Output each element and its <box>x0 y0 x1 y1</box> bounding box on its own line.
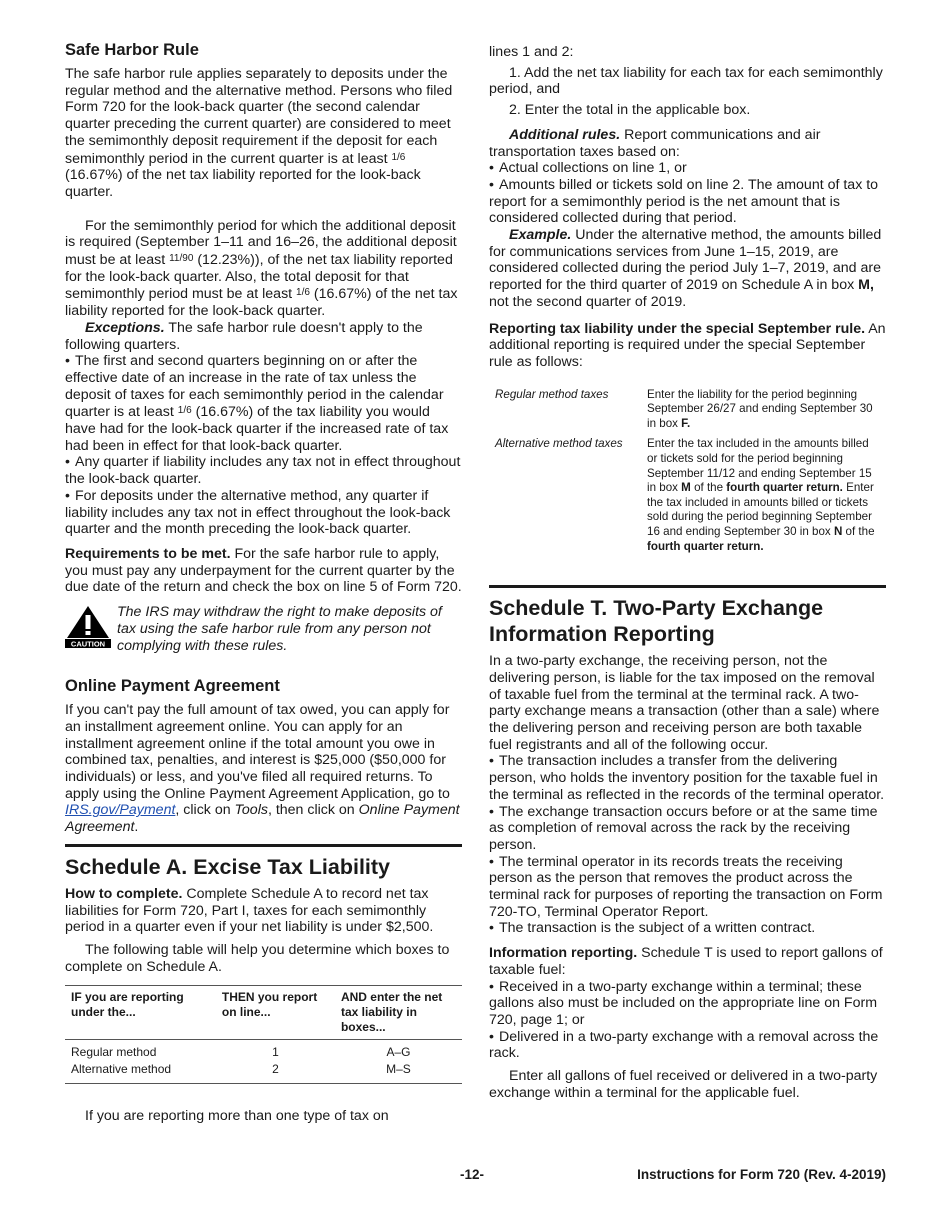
schedule-t-bullet-2: • The exchange transaction occurs before or at the same time as completion of removal across the rack by the receiving person. <box>489 804 886 854</box>
schedule-a-table <box>65 985 462 1084</box>
left-column <box>65 40 462 1125</box>
table-cell: Enter the tax included in the amounts billed or tickets sold for the period beginning September 11/12 and ending September 15 in box M of the fourth quarter return. Enter the tax included in amounts billed or tickets sold during the period beginning September 16 and ending September 30 in box N of the fourth quarter return. <box>647 437 875 553</box>
more-than-one-paragraph: If you are reporting more than one type of tax on <box>85 1108 389 1125</box>
caution-block <box>65 604 462 654</box>
online-payment-paragraph: If you can't pay the full amount of tax owed, you can apply for an installment agreement online. You can apply for an installment agreement online if the total amount you owe in combined tax, penalties, and interest is $25,000 ($50,000 for individuals) or less, and you've filed all required returns. To apply using the Online Payment Agreement Application, go to IRS.gov/Payment, click on Tools, then click on Online Payment Agreement. <box>65 702 460 836</box>
schedule-t-bullet-4: • The transaction is the subject of a written contract. <box>489 920 886 937</box>
caution-text: The IRS may withdraw the right to make deposits of tax using the safe harbor rule from any person not complying with these rules. <box>117 604 442 654</box>
example-paragraph: Example. Under the alternative method, the amounts billed for communications services from June 1–15, 2019, are considered collected during the period July 1–7, 2019, and are reported for the third quarter of 2019 on Schedule A in box M, not the second quarter of 2019. <box>489 227 882 310</box>
safe-harbor-paragraph-1: The safe harbor rule applies separately to deposits under the regular method and the alternative method. Persons who filed Form 720 for the look-back quarter (the second calendar quarter preceding the current quarter) are considered to meet the semimonthly deposit requirement if the deposit for each semimonthly period in the current quarter is at least $^{1/6}$ (16.67%) of the net tax liability reported for the look-back quarter. <box>65 66 453 200</box>
table-row <box>65 1040 462 1062</box>
table-intro-paragraph: The following table will help you determine which boxes to complete on Schedule A. <box>65 941 450 975</box>
continued-text: lines 1 and 2: <box>489 44 574 60</box>
september-rule-paragraph: Reporting tax liability under the special September rule. An additional reporting is required under the special September rule as follows: <box>489 320 886 370</box>
form-title: Instructions for Form 720 (Rev. 4-2019) <box>637 1167 886 1182</box>
final-paragraph: Enter all gallons of fuel received or delivered in a two-party exchange within a terminal for the applicable fuel. <box>489 1068 878 1101</box>
safe-harbor-heading: Safe Harbor Rule <box>65 41 199 59</box>
additional-rules-paragraph: Additional rules. Report communications and air transportation taxes based on: <box>489 126 821 160</box>
table-header: AND enter the net tax liability in boxes... <box>335 986 462 1040</box>
page-number: -12- <box>460 1167 485 1182</box>
table-cell: Alternative method taxes <box>495 437 623 451</box>
table-row <box>65 1061 462 1084</box>
table-cell: Alternative method <box>65 1061 216 1084</box>
information-reporting-paragraph: Information reporting. Schedule T is used to report gallons of taxable fuel: <box>489 945 883 978</box>
additional-bullet-1: • Actual collections on line 1, or <box>489 160 886 177</box>
table-cell: Regular method <box>71 1045 157 1060</box>
schedule-t-bullet-1: • The transaction includes a transfer from the delivering person, who holds the inventory position for the taxable fuel in the terminal as reflected in the records of the terminal operator. <box>489 753 886 803</box>
exceptions-paragraph: Exceptions. The safe harbor rule doesn't apply to the following quarters. <box>65 319 423 353</box>
information-bullet-1: • Received in a two-party exchange within a terminal; these gallons also must be included on the appropriate line on Form 720, page 1; or <box>489 979 886 1029</box>
spacer <box>65 201 462 218</box>
step-1: 1. Add the net tax liability for each tax for each semimonthly period, and <box>489 64 883 98</box>
caution-label: CAUTION <box>70 639 106 649</box>
table-row <box>489 434 886 557</box>
caution-icon <box>65 604 111 648</box>
schedule-a-heading: Schedule A. Excise Tax Liability <box>65 844 462 880</box>
exception-bullet-3: • For deposits under the alternative method, any quarter if liability includes any tax not in effect throughout the look-back quarter and the month preceding the look-back quarter. <box>65 488 462 538</box>
table-header-row <box>65 986 462 1040</box>
table-cell: M–S <box>335 1061 462 1084</box>
schedule-t-intro: In a two-party exchange, the receiving person, not the delivering person, is liable for the tax imposed on the removal of taxable fuel from the terminal at the terminal rack. A two-party exchange means a transaction (other than a sale) where the delivering person and receiving person are both taxable fuel registrants and all of the following occur. <box>489 653 880 753</box>
online-payment-heading: Online Payment Agreement <box>65 677 280 696</box>
table-header: THEN you report on line... <box>216 986 335 1040</box>
requirements-paragraph: Requirements to be met. For the safe harbor rule to apply, you must pay any underpayment for the current quarter by the due date of the return and check the box on line 5 of Form 720. <box>65 545 462 596</box>
safe-harbor-paragraph-2: For the semimonthly period for which the additional deposit is required (September 1–11 and 16–26, the additional deposit must be at least $^{11/90}$ (12.23%)), of the net tax liability reported for the look-back quarter. Also, the total deposit for that semimonthly period must be at least $^{1/6}$ (16.67%) of the net tax liability reported for the look-back quarter. <box>65 217 458 320</box>
september-rule-table <box>489 385 886 558</box>
additional-bullet-2: • Amounts billed or tickets sold on line 2. The amount of tax to report for a semimonthly period is the net amount that is considered collected during that period. <box>489 177 886 227</box>
table-cell: A–G <box>386 1045 411 1060</box>
exception-bullet-1: • The first and second quarters beginning on or after the effective date of an increase in the rate of tax unless the deposit of taxes for each semimonthly period in the calendar quarter is at least $^{1/6}$ (16.67%) of the tax liability you would have had for the look-back quarter if the increased rate of tax had been in effect for that look-back quarter. <box>65 353 462 454</box>
information-bullet-2: • Delivered in a two-party exchange with a removal across the rack. <box>489 1029 886 1062</box>
right-column <box>489 44 886 1101</box>
table-cell: 2 <box>216 1061 335 1084</box>
table-cell: 1 <box>272 1045 279 1060</box>
exception-bullet-2: • Any quarter if liability includes any tax not in effect throughout the look-back quarter. <box>65 454 462 487</box>
how-to-complete-paragraph: How to complete. Complete Schedule A to record net tax liabilities for Form 720, Part I, taxes for each semimonthly period in a quarter even if your net liability is under $2,500. <box>65 885 434 936</box>
schedule-t-bullet-3: • The terminal operator in its records treats the receiving person as the person that removes the product across the terminal rack for purposes of reporting the transaction on Form 720-TO, Terminal Operator Report. <box>489 854 886 921</box>
table-header: IF you are reporting under the... <box>65 986 216 1040</box>
table-cell: Regular method taxes <box>495 387 609 401</box>
step-2: 2. Enter the total in the applicable box. <box>509 102 751 119</box>
schedule-t-heading: Schedule T. Two-Party Exchange Information Reporting <box>489 585 886 647</box>
table-cell: Enter the liability for the period beginning September 26/27 and ending September 30 in box F. <box>647 387 873 430</box>
irs-payment-link[interactable]: IRS.gov/Payment <box>65 802 176 819</box>
table-row <box>489 385 886 435</box>
